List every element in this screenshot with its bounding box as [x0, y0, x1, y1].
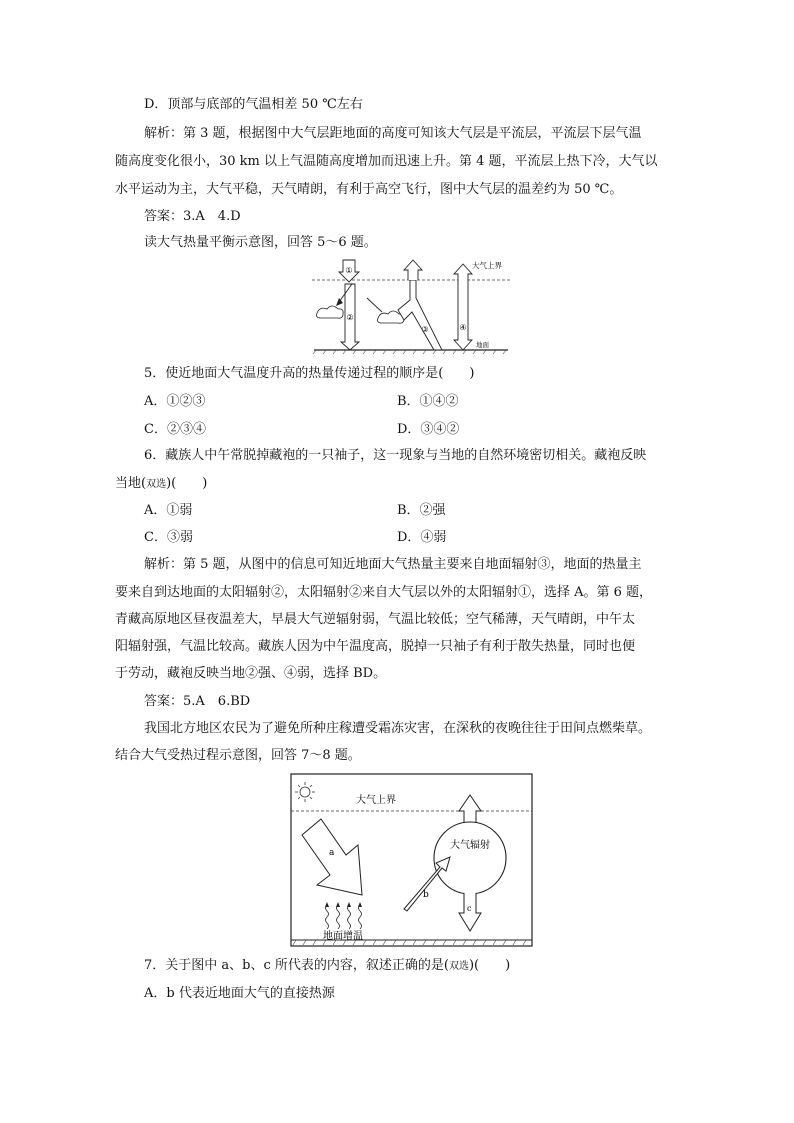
analysis-34-line2: 随高度变化很小，30 km 以上气温随高度增加而迅速上升。第 4 题，平流层上热下冷，大气以 [115, 154, 658, 169]
q6-stem-line2: 当地(双选)( ) [115, 476, 208, 491]
q6-option-b: B．②强 [397, 503, 446, 518]
answer-56: 答案：5.A 6.BD [144, 694, 251, 709]
q4-option-d: D．顶部与底部的气温相差 50 ℃左右 [144, 97, 363, 112]
q6-stem-line1: 6．藏族人中午常脱掉藏袍的一只袖子，这一现象与当地的自然环境密切相关。藏袍反映 [144, 448, 647, 463]
label-atmosphere-top: 大气上界 [472, 261, 502, 270]
label-atmospheric-radiation: 大气辐射 [450, 840, 490, 851]
q6-option-c: C．③弱 [144, 530, 193, 545]
svg-text:④: ④ [459, 323, 467, 332]
atmospheric-radiation-circle [434, 822, 506, 894]
analysis-56-line5: 于劳动，藏袍反映当地②强、④弱，选择 BD。 [115, 666, 387, 681]
q5-stem: 5．使近地面大气温度升高的热量传递过程的顺序是( ) [144, 366, 475, 381]
label-atmosphere-top: 大气上界 [356, 795, 396, 806]
atmospheric-heating-diagram [290, 773, 534, 949]
label-b: b [423, 890, 429, 900]
q5-option-a: A．①②③ [144, 394, 206, 409]
q6-option-a: A．①弱 [144, 503, 193, 518]
heat-balance-diagram [312, 258, 512, 356]
label-c: c [467, 904, 472, 913]
analysis-56-line2: 要来自到达地面的太阳辐射②，太阳辐射②来自大气层以外的太阳辐射①，选择 A。第 6 题， [115, 585, 653, 600]
q7-stem: 7．关于图中 a、b、c 所代表的内容，叙述正确的是(双选)( ) [144, 958, 511, 973]
svg-text:③: ③ [421, 325, 429, 334]
q5-option-b: B．①④② [397, 394, 459, 409]
intro-56: 读大气热量平衡示意图，回答 5～6 题。 [144, 235, 377, 250]
svg-text:①: ① [345, 266, 353, 275]
double-choice-tag: 双选 [146, 479, 167, 490]
intro-78-line2: 结合大气受热过程示意图，回答 7～8 题。 [115, 748, 361, 763]
q6-option-d: D．④弱 [397, 530, 447, 545]
q5-option-d: D．③④② [397, 422, 460, 437]
q5-option-c: C．②③④ [144, 422, 206, 437]
analysis-56-line4: 阳辐射强，气温比较高。藏族人因为中午温度高，脱掉一只袖子有利于散失热量，同时也便 [115, 639, 636, 654]
answer-34: 答案：3.A 4.D [144, 209, 241, 224]
ground-radiation-arrow-3 [398, 280, 442, 350]
label-ground-heating: 地面增温 [323, 931, 363, 942]
upward-arrow [404, 260, 422, 280]
label-ground: 地面 [476, 341, 489, 349]
analysis-56-line1: 解析：第 5 题，从图中的信息可知近地面大气热量主要来自地面辐射③，地面的热量主 [144, 557, 642, 572]
radiation-arrow-4 [454, 264, 472, 350]
intro-78-line1: 我国北方地区农民为了避免所种庄稼遭受霜冻灾害，在深秋的夜晚往往于田间点燃柴草。 [144, 721, 652, 736]
analysis-34-line3: 水平运动为主，大气平稳，天气晴朗，有利于高空飞行，图中大气层的温差约为 50 ℃。 [115, 182, 623, 197]
analysis-34-line1: 解析：第 3 题，根据图中大气层距地面的高度可知该大气层是平流层，平流层下层气温 [144, 126, 642, 141]
label-a: a [329, 848, 335, 858]
analysis-56-line3: 青藏高原地区昼夜温差大，早晨大气逆辐射弱，气温比较低；空气稀薄，天气晴朗，中午太 [115, 612, 636, 627]
svg-text:②: ② [346, 313, 354, 322]
double-choice-tag: 双选 [448, 961, 469, 972]
q7-option-a: A．b 代表近地面大气的直接热源 [144, 986, 335, 1001]
cloud-icon [317, 306, 344, 318]
